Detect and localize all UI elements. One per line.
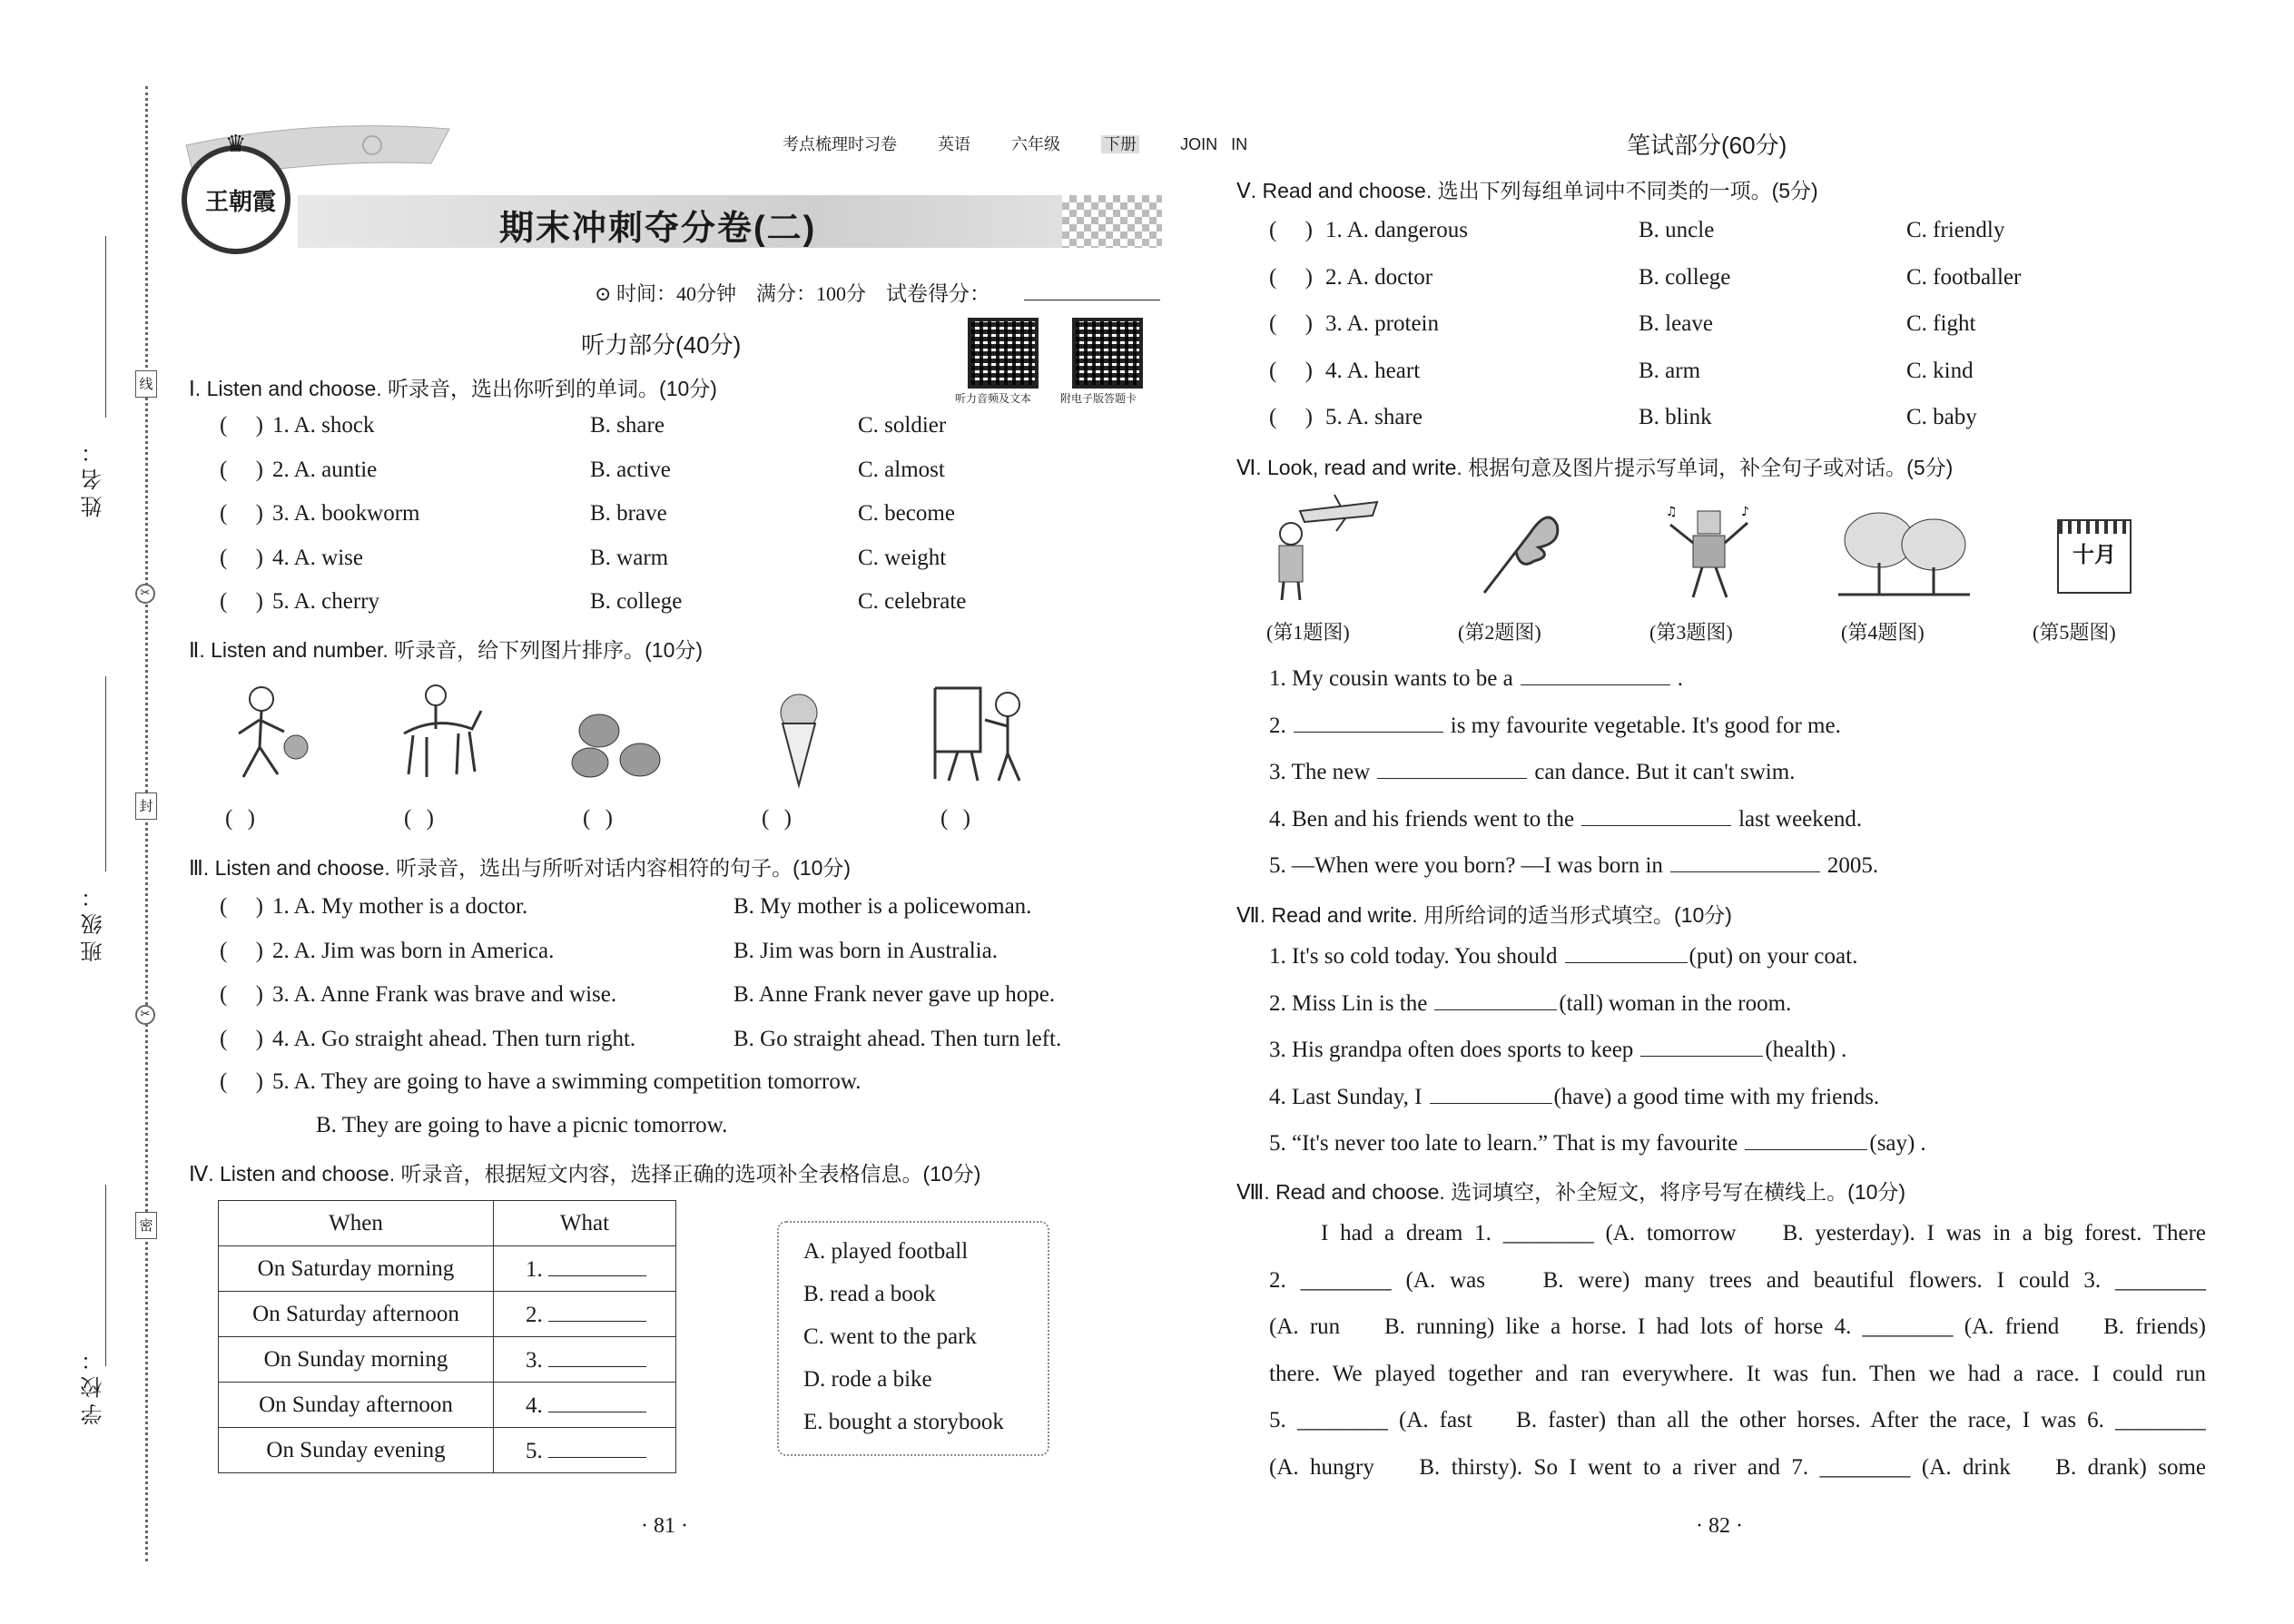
option-b: B. blink xyxy=(1639,405,1712,429)
answer-bracket[interactable]: ( ) xyxy=(220,982,263,1007)
option-a: 4. A. Go straight ahead. Then turn right. xyxy=(272,1026,636,1051)
book-edition: JOIN IN xyxy=(1180,135,1248,153)
option-a: 3. A. bookworm xyxy=(272,501,420,526)
option-item: C. went to the park xyxy=(803,1324,977,1349)
option-a: 5. A. share xyxy=(1325,405,1423,429)
option-c: C. fight xyxy=(1906,311,1976,336)
given-word: (have) xyxy=(1553,1084,1612,1109)
answer-blank[interactable] xyxy=(1565,942,1688,963)
section-4-title: Ⅳ. Listen and choose. 听录音，根据短文内容，选择正确的选项补全表格信息。(10分) xyxy=(189,1162,981,1186)
answer-blank[interactable] xyxy=(1521,664,1670,685)
table-cell-what xyxy=(494,1246,676,1292)
page-number-right: · 82 · xyxy=(1696,1514,1743,1538)
book-series: 考点梳理时习卷 xyxy=(783,135,897,153)
class-label: 班级： xyxy=(82,881,106,962)
picture-caption: (第2题图) xyxy=(1458,621,1541,644)
table-cell-what xyxy=(494,1292,676,1337)
qr-caption-answer: 附电子版答题卡 xyxy=(1060,392,1137,405)
option-b: B. brave xyxy=(590,501,667,526)
answer-blank[interactable] xyxy=(1581,805,1731,826)
fill-sentence xyxy=(1269,758,1795,785)
sentence-start: 1. My cousin wants to be a xyxy=(1269,666,1513,691)
option-b: B. active xyxy=(590,457,671,482)
table-row xyxy=(219,1428,676,1473)
passage-line: I had a dream 1. ________ (A. tomorrow B. yesterday). I was in a big forest. There xyxy=(1321,1221,2206,1245)
option-b: B. leave xyxy=(1639,311,1713,336)
picture-caption: (第1题图) xyxy=(1266,621,1350,644)
brand-logo xyxy=(182,131,290,254)
row-number: 3. xyxy=(526,1347,543,1373)
option-b: B. uncle xyxy=(1639,218,1715,242)
sentence-start: 2. xyxy=(1269,713,1286,738)
given-word: (tall) xyxy=(1559,990,1603,1016)
class-underline xyxy=(105,676,106,871)
scissors-icon: ✂ xyxy=(135,584,155,604)
answer-blank[interactable] xyxy=(1430,1083,1552,1104)
answer-blank[interactable] xyxy=(1745,1129,1867,1150)
fill-sentence xyxy=(1269,805,1862,832)
answer-blank[interactable] xyxy=(548,1301,646,1322)
answer-blank[interactable] xyxy=(548,1255,646,1276)
picture-number-bracket[interactable]: ( ) xyxy=(583,806,613,831)
fill-sentence xyxy=(1269,1036,1846,1063)
answer-blank[interactable] xyxy=(548,1346,646,1367)
sentence-start: 4. Last Sunday, I xyxy=(1269,1084,1423,1109)
table-cell-when: On Saturday afternoon xyxy=(219,1292,494,1337)
picture-number-bracket[interactable]: ( ) xyxy=(404,806,434,831)
book-volume: 下册 xyxy=(1101,135,1139,153)
row-number: 5. xyxy=(526,1438,543,1463)
sentence-start: 2. Miss Lin is the xyxy=(1269,990,1428,1016)
sentence-start: 3. His grandpa often does sports to keep xyxy=(1269,1038,1634,1062)
table-row xyxy=(219,1246,676,1292)
book-info xyxy=(783,132,1247,155)
option-b: B. My mother is a policewoman. xyxy=(733,894,1032,919)
score-label: 试卷得分： xyxy=(885,281,990,305)
answer-bracket[interactable]: ( ) xyxy=(220,938,263,963)
sentence-start: 3. The new xyxy=(1269,760,1371,784)
option-a: 1. A. My mother is a doctor. xyxy=(272,894,528,919)
table-cell-when: On Sunday morning xyxy=(219,1337,494,1383)
fill-sentence xyxy=(1269,942,1857,969)
answer-bracket[interactable]: ( ) xyxy=(220,545,263,570)
section-3-title: Ⅲ. Listen and choose. 听录音，选出与所听对话内容相符的句子。(10分) xyxy=(189,856,852,880)
calendar-text: 十月 xyxy=(2072,543,2116,567)
passage-line: there. We played together and ran everywhere. It was fun. Then we had a race. I could run xyxy=(1269,1361,2206,1386)
cut-mark-secret: 密 xyxy=(135,1212,157,1239)
park-trees-picture xyxy=(1838,508,1970,599)
sentence-start: 4. Ben and his friends went to the xyxy=(1269,806,1575,832)
table-row xyxy=(219,1337,676,1383)
fill-sentence xyxy=(1269,989,1791,1017)
fold-line xyxy=(145,86,148,1561)
exam-full-score: 满分：100分 xyxy=(755,282,866,305)
listening-part-title: 听力部分(40分) xyxy=(581,331,742,359)
answer-bracket[interactable]: ( ) xyxy=(1269,358,1313,383)
table-row xyxy=(219,1383,676,1428)
sentence-end: woman in the room. xyxy=(1608,990,1792,1016)
passage-line: (A. hungry B. thirsty). So I went to a river and 7. ________ (A. drink B. drank) some xyxy=(1269,1454,2206,1480)
option-c: C. celebrate xyxy=(858,589,967,614)
fill-sentence xyxy=(1269,664,1683,692)
calendar-picture xyxy=(2057,519,2132,594)
table-cell-when: On Saturday morning xyxy=(219,1246,494,1292)
table-cell-what xyxy=(494,1337,676,1383)
answer-bracket[interactable]: ( ) xyxy=(220,413,263,438)
option-b: B. college xyxy=(1639,264,1731,290)
girl-horse-picture xyxy=(386,679,495,788)
section-6-title: Ⅵ. Look, read and write. 根据句意及图片提示写单词，补全句子或对话。(5分) xyxy=(1236,456,1954,479)
option-b: B. share xyxy=(590,413,665,438)
logo-text: 王朝霞 xyxy=(205,189,277,216)
answer-bracket[interactable]: ( ) xyxy=(220,457,263,482)
strawberries-picture xyxy=(563,704,672,785)
section-5-title: Ⅴ. Read and choose. 选出下列每组单词中不同类的一项。(5分) xyxy=(1236,179,1818,202)
row-number: 2. xyxy=(526,1302,543,1327)
option-a: 5. A. cherry xyxy=(272,589,380,614)
answer-blank[interactable] xyxy=(548,1437,646,1458)
option-c: C. weight xyxy=(858,545,947,570)
book-subject: 英语 xyxy=(938,135,971,153)
option-item: B. read a book xyxy=(803,1282,936,1306)
table-cell-when: On Sunday evening xyxy=(219,1428,494,1473)
clock-icon: ⊙ xyxy=(595,282,612,305)
answer-blank[interactable] xyxy=(548,1392,646,1412)
answer-blank[interactable] xyxy=(1640,1036,1763,1057)
passage-line: 2. ________ (A. was B. were) many trees and beautiful flowers. I could 3. ________ xyxy=(1269,1267,2206,1293)
option-b: B. Jim was born in Australia. xyxy=(733,938,998,963)
option-c: C. soldier xyxy=(858,413,947,438)
option-b: B. arm xyxy=(1639,358,1701,383)
sentence-end: a good time with my friends. xyxy=(1617,1084,1880,1109)
picture-caption: (第3题图) xyxy=(1649,621,1733,644)
section-3-item-5a: 5. A. They are going to have a swimming competition tomorrow. xyxy=(272,1069,861,1094)
option-c: C. baby xyxy=(1906,405,1977,429)
section-8-title: Ⅷ. Read and choose. 选词填空，补全短文，将序号写在横线上。(10分) xyxy=(1236,1180,1906,1204)
option-a: 4. A. wise xyxy=(272,545,363,570)
picture-number-bracket[interactable]: ( ) xyxy=(762,806,792,831)
page-title: 期末冲刺夺分卷(二) xyxy=(499,210,817,248)
table-cell-what xyxy=(494,1383,676,1428)
sentence-end: . xyxy=(1841,1038,1847,1062)
crown-icon: ♛ xyxy=(225,131,247,158)
picture-number-bracket[interactable]: ( ) xyxy=(940,806,970,831)
school-label: 学校： xyxy=(82,1343,106,1425)
checker-decoration xyxy=(1062,195,1162,248)
option-c: C. kind xyxy=(1906,358,1974,383)
sentence-end: 2005. xyxy=(1826,853,1879,878)
option-b: B. warm xyxy=(590,545,669,570)
row-number: 1. xyxy=(526,1256,543,1282)
given-word: (health) xyxy=(1765,1038,1836,1062)
cut-mark-seal: 封 xyxy=(135,792,157,820)
table-cell-when: On Sunday afternoon xyxy=(219,1383,494,1428)
option-item: E. bought a storybook xyxy=(803,1410,1004,1434)
sentence-start: 5. “It's never too late to learn.” That is my favourite xyxy=(1269,1131,1738,1156)
option-c: C. become xyxy=(858,501,955,526)
table-header-row xyxy=(219,1201,676,1246)
name-label: 姓名： xyxy=(82,436,106,517)
answer-blank[interactable] xyxy=(1434,989,1557,1010)
passage-line: 5. ________ (A. fast B. faster) than all the other horses. After the race, I was 6. ________ xyxy=(1269,1408,2206,1432)
section-1-title: Ⅰ. Listen and choose. 听录音，选出你听到的单词。(10分) xyxy=(189,377,717,400)
fill-sentence xyxy=(1269,712,1841,739)
answer-bracket[interactable]: ( ) xyxy=(1269,218,1313,242)
fill-sentence xyxy=(1269,851,1878,879)
option-b: B. college xyxy=(590,589,683,614)
svg-text:♪: ♪ xyxy=(1741,505,1749,519)
option-a: 2. A. auntie xyxy=(272,457,378,482)
answer-bracket[interactable]: ( ) xyxy=(220,1026,263,1051)
answer-bracket[interactable]: ( ) xyxy=(220,1069,263,1094)
option-a: 3. A. Anne Frank was brave and wise. xyxy=(272,982,617,1007)
option-item: D. rode a bike xyxy=(803,1367,932,1392)
name-underline xyxy=(105,236,106,418)
answer-bracket[interactable]: ( ) xyxy=(1269,264,1313,290)
option-item: A. played football xyxy=(803,1239,969,1264)
answer-blank[interactable] xyxy=(1670,851,1820,872)
picture-number-bracket[interactable]: ( ) xyxy=(225,806,255,831)
ice-cream-picture xyxy=(763,685,835,790)
section-7-title: Ⅶ. Read and write. 用所给词的适当形式填空。(10分) xyxy=(1236,903,1732,927)
option-c: C. almost xyxy=(858,457,945,482)
vegetable-picture xyxy=(1466,497,1566,602)
sentence-start: 1. It's so cold today. You should xyxy=(1269,944,1558,969)
answer-blank[interactable] xyxy=(1294,712,1443,733)
scissors-icon: ✂ xyxy=(135,1005,155,1025)
boy-painting-picture xyxy=(921,679,1039,788)
writing-part-title: 笔试部分(60分) xyxy=(1627,132,1787,159)
sentence-end: . xyxy=(1677,666,1683,691)
section-3-item-5b: B. They are going to have a picnic tomorrow. xyxy=(316,1113,728,1137)
cut-mark-line: 线 xyxy=(135,370,157,398)
sentence-end: can dance. But it can't swim. xyxy=(1534,760,1796,784)
option-b: B. Go straight ahead. Then turn left. xyxy=(733,1026,1062,1051)
passage-line: (A. run B. running) like a horse. I had lots of horse 4. ________ (A. friend B. friends) xyxy=(1269,1314,2206,1339)
schedule-table xyxy=(218,1200,676,1473)
exam-time: 时间：40分钟 xyxy=(615,282,736,305)
option-a: 2. A. Jim was born in America. xyxy=(272,938,555,963)
answer-bracket[interactable]: ( ) xyxy=(1269,405,1313,429)
row-number: 4. xyxy=(526,1393,543,1418)
section-2-title: Ⅱ. Listen and number. 听录音，给下列图片排序。(10分) xyxy=(189,638,704,662)
svg-text:♫: ♫ xyxy=(1666,505,1678,519)
boy-basketball-picture xyxy=(207,679,325,788)
option-a: 3. A. protein xyxy=(1325,311,1439,336)
option-c: C. footballer xyxy=(1906,264,2022,290)
answer-bracket[interactable]: ( ) xyxy=(220,589,263,614)
picture-caption: (第5题图) xyxy=(2033,621,2116,644)
sentence-start: 5. —When were you born? —I was born in xyxy=(1269,853,1663,878)
table-cell-what xyxy=(494,1428,676,1473)
sentence-end: last weekend. xyxy=(1738,806,1863,832)
table-header-when: When xyxy=(219,1201,494,1246)
answer-bracket[interactable]: ( ) xyxy=(1269,311,1313,336)
option-a: 2. A. doctor xyxy=(1325,264,1433,290)
given-word: (say) xyxy=(1869,1131,1915,1156)
qr-caption-audio: 听力音频及文本 xyxy=(955,392,1032,405)
answer-bracket[interactable]: ( ) xyxy=(220,894,263,919)
book-grade: 六年级 xyxy=(1011,135,1061,153)
option-a: 1. A. shock xyxy=(272,413,375,438)
pilot-plane-picture xyxy=(1264,493,1382,602)
given-word: (put) xyxy=(1689,944,1734,969)
answer-bracket[interactable]: ( ) xyxy=(220,501,263,526)
dancing-robot-picture xyxy=(1661,497,1761,602)
fill-sentence xyxy=(1269,1083,1879,1110)
sentence-end: on your coat. xyxy=(1738,944,1858,969)
answer-sheet-qr-code[interactable] xyxy=(1072,318,1143,389)
answer-blank[interactable] xyxy=(1377,758,1527,779)
exam-info xyxy=(595,277,990,307)
school-underline xyxy=(105,1185,106,1366)
sentence-end: . xyxy=(1920,1131,1926,1156)
table-row xyxy=(219,1292,676,1337)
audio-qr-code[interactable] xyxy=(968,318,1039,389)
page-number-left: · 81 · xyxy=(641,1514,688,1538)
option-c: C. friendly xyxy=(1906,218,2005,242)
fill-sentence xyxy=(1269,1129,1926,1156)
option-a: 1. A. dangerous xyxy=(1325,218,1468,242)
option-b: B. Anne Frank never gave up hope. xyxy=(733,982,1056,1007)
picture-caption: (第4题图) xyxy=(1841,621,1925,644)
sentence-end: is my favourite vegetable. It's good for me. xyxy=(1450,713,1841,738)
table-header-what: What xyxy=(494,1201,676,1246)
option-a: 4. A. heart xyxy=(1325,358,1421,383)
